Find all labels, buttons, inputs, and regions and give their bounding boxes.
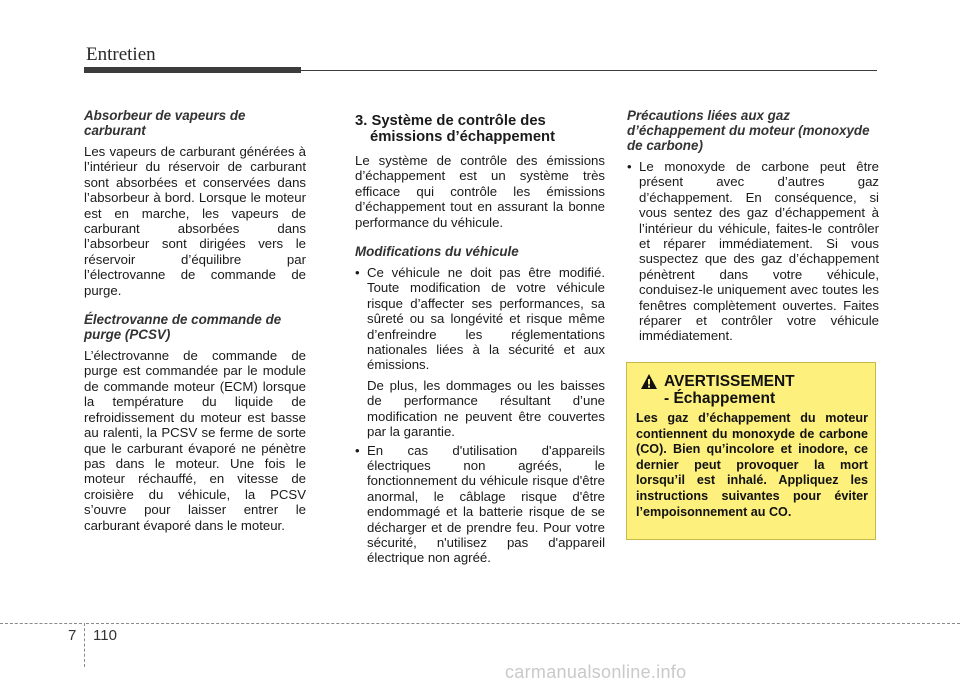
list-item — [355, 443, 605, 566]
bullet-continuation: De plus, les dommages ou les baisses de performance résultant d’une modification ne peuvent être couvertes par la garantie. — [367, 377, 605, 440]
footer-rule-left — [0, 623, 82, 624]
paragraph-pcsv: L’électrovanne de commande de purge est commandée par le module de commande moteur (ECM) lorsque la température du liquide de refroidissement du moteur est basse au ralenti, la PCSV se ferme de sorte que le carburant évaporé ne pénètre pas dans le moteur. Une fois le moteur réchauffé, en vitesse de croisière du véhicule, la PCSV s’ouvre pour laisser entrer le carburant évaporé dans le moteur. — [84, 348, 306, 533]
warning-triangle-icon — [640, 373, 658, 390]
footer-divider — [84, 623, 85, 667]
column-right — [627, 108, 879, 344]
bullet-list-modifications — [355, 265, 605, 566]
paragraph-emission-intro: Le système de contrôle des émissions d’échappement est un système très efficace qui contrôle les émissions d’échappement tout en assurant la bonne performance du véhicule. — [355, 153, 605, 230]
warning-title-row — [640, 373, 795, 390]
subheading-pcsv: Électrovanne de commande de purge (PCSV) — [84, 312, 282, 343]
footer-rule-right — [86, 623, 960, 624]
bullet-list-exhaust — [627, 159, 879, 344]
heading-emission-control — [355, 113, 605, 145]
paragraph-fuel-vapor: Les vapeurs de carburant générées à l’intérieur du réservoir de carburant sont absorbées et conservées dans l’absorbeur à bord. Lorsque le moteur est en marche, les vapeurs de carburant absorbées dans l’absorbeur sont dirigées vers le réservoir d’équilibre par l’électrovanne de commande de purge. — [84, 144, 306, 298]
bullet-text: Le monoxyde de carbone peut être présent avec d’autres gaz d’échappement. En conséquence, si vous sentez des gaz d’échappement à l’intérieur du véhicule, faites-le contrôler et réparer immédiatement. Si vous suspectez que des gaz d’échappement pénètrent dans votre véhicule, conduisez-le uniquement avec toutes les fenêtres complètement ouvertes. Faites réparer et contrôler votre véhicule immédiatement. — [639, 159, 879, 344]
heading-line-2: émissions d’échappement — [370, 129, 556, 145]
warning-title: AVERTISSEMENT — [664, 373, 795, 390]
list-item — [627, 159, 879, 344]
subheading-exhaust-precautions: Précautions liées aux gaz d’échappement du moteur (monoxyde de carbone) — [627, 108, 870, 153]
subheading-fuel-vapor-absorber: Absorbeur de vapeurs de carburant — [84, 108, 246, 138]
list-item — [355, 265, 605, 439]
warning-header — [640, 373, 795, 407]
page-number: 110 — [93, 627, 117, 644]
warning-subtitle: - Échappement — [664, 390, 776, 407]
section-title: Entretien — [86, 44, 156, 65]
warning-text: Les gaz d’échappement du moteur contiennent du monoxyde de carbone (CO). Bien qu’incolore et inodore, ce dernier peut provoquer la mort lorsqu’il est inhalé. Appliquez les instructions suivantes pour éviter l’empoisonnement au CO. — [636, 411, 868, 519]
header-rule — [301, 70, 877, 71]
heading-line-1: 3. Système de contrôle des — [355, 113, 546, 129]
watermark: carmanualsonline.info — [505, 662, 687, 682]
chapter-number: 7 — [68, 627, 77, 644]
column-left — [84, 108, 306, 547]
warning-box — [626, 362, 876, 540]
bullet-text: En cas d'utilisation d'appareils électriques non agréés, le fonctionnement du véhicule risque d'être anormal, le câblage risque d'être endommagé et la batterie risque de se décharger et de prendre feu. Pour votre sécurité, n'utilisez pas d'appareil électrique non agréé. — [367, 442, 605, 566]
bullet-text: Ce véhicule ne doit pas être modifié. Toute modification de votre véhicule risque d’affecter ses performances, sa sûreté ou sa longévité et risque même d’enfreindre les réglementations nationales liées à la sécurité et aux émissions. — [367, 265, 605, 373]
subheading-vehicle-modifications: Modifications du véhicule — [355, 244, 519, 260]
column-middle — [355, 113, 605, 566]
header-bar — [84, 67, 301, 73]
